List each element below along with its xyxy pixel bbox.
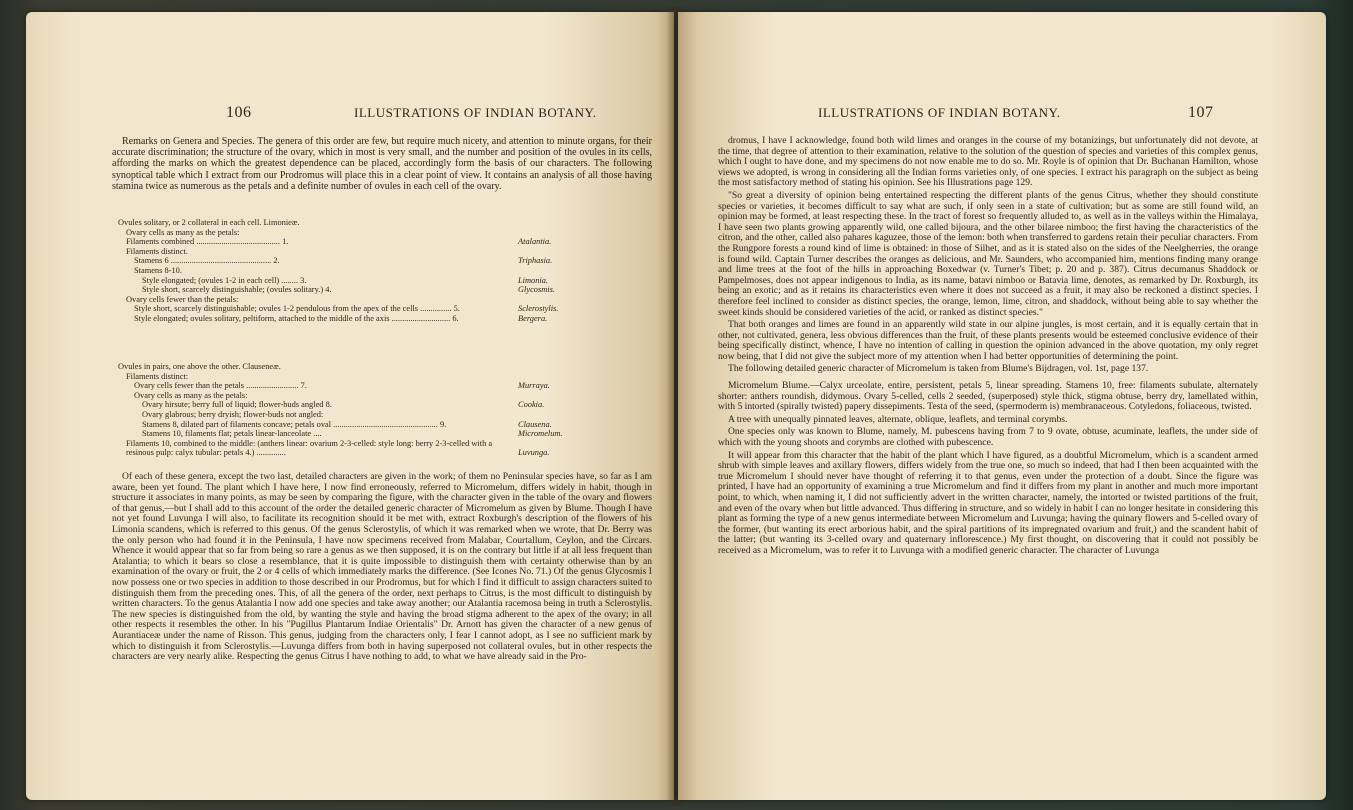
right-page-number: 107	[1187, 104, 1214, 121]
key-row: Ovary cells fewer than the petals ......................... 7. Murraya.	[134, 381, 550, 391]
left-page-number: 106	[226, 104, 252, 121]
quote-paragraph: "So great a diversity of opinion being entertained respecting the different plants of the genus Citrus, whether they should constitute species or varieties, it becomes difficult to say what are such, if only seen in a state of cultivation; but as some are still found wild, an opinion may be formed, at least respecting these. In the tract of forest so frequently alluded to, as well as in the valleys within the Himalaya, I have seen two plants growing apparently wild, one called bijoura, and the other bilaree nimboo; the first having the characteristics of the citron, and the other, called also pahares kaguzee, those of the lemon: both when transferred to gardens retain their peculiar characters. From the Rungpore forests a round kind of lime is obtained: in those of Silhet, and as it is stated also on the sides of the Neelgherries, the orange is found wild. Captain Turner describes the oranges as delicious, and Mr. Saunders, who accompanied him, mentions finding many orange and lime trees at the foot of the hills in approaching Boxedwar (v. Turner's Tibet; p. 20 and p. 387). Citrus decumanus Shaddock or Pampelmoses, does not appear indigenous to India, as its name, batavi nimboo or Batavia lime, denotes, as remarked by Dr. Roxburgh, its being an exotic; and as it retains its characteristics even where it does not succeed as a fruit, it may also be reckoned a distinct species. I therefore feel inclined to consider as distinct species, the orange, lemon, lime, citron, and shaddock, without being able to say whether the sweet kinds should be considered varieties of the acid, or ranked as distinct species."	[718, 189, 1258, 318]
key-row: Style short, scarcely distinguishable; (ovules solitary.) 4. Glycosmis.	[142, 285, 555, 295]
right-running-head: ILLUSTRATIONS OF INDIAN BOTANY.	[818, 105, 1061, 120]
body-paragraph: dromus, I have I acknowledge, found both wild limes and oranges in the course of my botanizings, but unfortunately did not devote, at the time, that degree of attention to their examination, relative to the solution of the question of species and varieties of this complex genus, which I ought to have done, and my specimens do not now enable me to do so. Mr. Royle is of opinion that Dr. Buchanan Hamilton, whose views we adopted, is wrong in considering all the Indian forms varieties only, of one species. I extract his paragraph on the subject as being the most satisfactory method of stating his opinion. See his Illustrations page 129.	[718, 135, 1258, 189]
left-body	[112, 472, 652, 665]
key-row: Ovary cells as many as the petals:	[126, 227, 240, 237]
key-row: Ovules in pairs, one above the other. Clauseneæ.	[118, 362, 281, 371]
key-row: Ovary cells fewer than the petals:	[126, 294, 239, 304]
key-row: Style short, scarcely distinguishable; ovules 1-2 pendulous from the apex of the cells ............... 5. Sclerostylis.	[134, 304, 559, 314]
left-header	[226, 104, 596, 122]
body-paragraph: The following detailed generic character of Micromelum is taken from Blume's Bijdragen, vol. 1st, page 137.	[728, 363, 1149, 375]
key-row: Stamens 8-10.	[134, 265, 182, 275]
intro-paragraph: Remarks on Genera and Species. The genera of this order are few, but require much nicety, and attention to minute organs, for their accurate discrimination; the structure of the ovary, which in most is very small, and the number and position of the ovules in its cells, affording the marks on which the greatest dependence can be placed, accordingly form the basis of our characters. The following synoptical table which I extract from our Prodromus will place this in a clear point of view. It contains an analysis of all those having stamina twice as numerous as the petals and a definite number of ovules in each cell of the ovary.	[112, 136, 652, 192]
left-running-head: ILLUSTRATIONS OF INDIAN BOTANY.	[354, 105, 597, 120]
key-row: Ovules solitary, or 2 collateral in each cell. Limonieæ.	[118, 218, 300, 227]
body-paragraph: One species only was known to Blume, namely, M. pubescens having from 7 to 9 ovate, obtuse, acuminate, leaflets, the under side of which with the young shoots and corymbs are clothed with pubescence.	[718, 426, 1258, 449]
key-row: Stamens 10, filaments flat; petals linear-lanceolate .... Micromelum.	[142, 429, 563, 439]
left-intro	[112, 136, 652, 194]
synoptic-key-limonieae	[118, 218, 588, 324]
right-page	[678, 12, 1326, 800]
right-body	[718, 136, 1258, 559]
right-header	[818, 104, 1213, 122]
key-row: Style elongated; ovules solitary, peltiform, attached to the middle of the axis ............................ 6. Bergera.	[134, 313, 548, 323]
body-paragraph: It will appear from this character that the habit of the plant which I have figured, as a doubtful Micromelum, which is a scandent armed shrub with simple leaves and axillary flowers, differs widely from the true one, so much so indeed, that had I then been acquainted with the true Micromelum I should never have thought of referring it to that genus, even under the protection of a doubt. Since the figure was printed, I have had an opportunity of examining a true Micromelum and find it differs from my plant in another and much more important point, to which, when naming it, I did not sufficiently advert in the written character, namely, the intorted or twisted partitions of the fruit, and even of the ovary when but little advanced. Thus differing in structure, and so widely in habit I can no longer hesitate in considering this plant as forming the type of a new genus intermediate between Micromelum and Luvunga; having the quinary flowers and 5-celled ovary of the former, (but wanting its erect arborious habit, and the spiral partitions of its impregnated ovarium and fruit,) and the scandent habit of the latter; (but wanting its 3-celled ovary and quaternary inflorescence.) My first thought, on discovering that it could not possibly be received as a Micromelum, was to refer it to Luvunga with a modified generic character. The character of Luvunga	[718, 449, 1258, 556]
left-page	[26, 12, 674, 800]
body-paragraph: Of each of these genera, except the two last, detailed characters are given in the work; of them no Peninsular species have, so far as I am aware, been yet found. The plant which I have here, I now find erroneously, referred to Micromelum, differs widely in habit, though in structure it associates in many points, as may be seen by comparing the figure, with the character given in the table of the ovary and flowers of that genus,—but I shall add to this account of the order the detailed generic character of Micromelum as given by Blume. Though I have not yet found Luvunga I will also, to facilitate its recognition should it be met with, extract Roxburgh's description of the flowers of his Limonia scandens, which is referred to this genus. Of the genus Sclerostylis, of which it was remarked when we wrote, that Dr. Berry was the only person who had found it in the Peninsula, I have now specimens received from Malabar, Courtallum, Ceylon, and the Circars. Whence it would appear that so far from being so rare a genus as we then supposed, it is on the contrary but little if at all less frequent than Atalantia; to which it bears so close a resemblance, that it is quite impossible to distinguish them with certainty otherwise than by an examination of the ovary or fruit, the 2 or 4 cells of which immediately marks the difference. (See Icones No. 71.) Of the genus Glycosmis I now possess one or two species in addition to those described in our Prodromus, but for which I find it difficult to assign characters suited to distinguish them from the preceding ones. This, of all the genera of the order, next perhaps to Citrus, is the most difficult to distinguish by written characters. To the genus Atalantia I now add one species and take away another; our Atalantia racemosa being in truth a Sclerostylis. The new species is distinguished from the old, by wanting the style and having the broad stigma adherent to the apex of the ovary; in all other respects it resembles the other. In his "Pugillus Plantarum Indiae Orientalis" Dr. Arnott has given the character of a new genus of Aurantiaceæ under the name of Risson. This genus, judging from the characters only, I fear I cannot adopt, as I see no sufficient mark by which to distinguish it from Sclerostylis.—Luvunga differs from both in having superposed not collateral ovules, but in other respects the characters are very nearly alike. Respecting the genus Citrus I have nothing to add, to what we have already said in the Pro-	[112, 471, 652, 663]
key-row: Filaments distinct.	[126, 246, 188, 256]
key-row: Filaments combined ........................................ 1. Atalantia.	[126, 237, 552, 247]
key-row: Filaments 10, combined to the middle: (anthers linear: ovarium 2-3-celled: style long: berry 2-3-celled with a resinous pulp: calyx tubular: petals 4.) .............. Luvunga.	[126, 438, 550, 458]
key-row: Stamens 8, dilated part of filaments concave; petals oval .................................................. 9. Clausena.	[142, 419, 552, 429]
generic-character-paragraph: Micromelum Blume.—Calyx urceolate, entire, persistent, petals 5, linear spreading. Stamens 10, free: filaments subulate, alternately shorter: anthers roundish, didymous. Ovary 5-celled, cells 2 seeded, (superposed) style thick, stigma obtuse, berry dry, lamellated within, with 5 intorted (spirally twisted) papery dissepiments. Testa of the seed, (spermoderm is) membranaceous. Cotyledons, foliaceous, twisted.	[718, 380, 1258, 413]
key-row: Ovary hirsute; berry full of liquid; flower-buds angled 8. Cookia.	[142, 400, 545, 410]
open-book	[26, 6, 1326, 806]
key-row: Style elongated; (ovules 1-2 in each cell) ........ 3. Limonia.	[142, 275, 549, 285]
body-paragraph: A tree with unequally pinnated leaves, alternate, oblique, leaflets, and terminal corymbs.	[728, 413, 1068, 425]
key-row: Stamens 6 ................................................ 2. Triphasia.	[134, 256, 553, 266]
body-paragraph: That both oranges and limes are found in an apparently wild state in our alpine jungles, is most certain, and it is equally certain that in other, not cultivated, genera, less obvious differences than the fruit, of these plants presents would be esteemed conclusive evidence of their being specifically distinct, whence, I have no intention of calling in question the opinion advanced in the above quotation, my only regret now being, that I did not give the subject more of my attention when I had better opportunities of determining the point.	[718, 319, 1258, 362]
key-row: Filaments distinct:	[126, 371, 189, 381]
key-row: Ovary glabrous; berry dryish; flower-buds not angled:	[142, 409, 324, 419]
synoptic-key-clauseneae	[118, 362, 588, 458]
key-row: Ovary cells as many as the petals:	[134, 390, 248, 400]
